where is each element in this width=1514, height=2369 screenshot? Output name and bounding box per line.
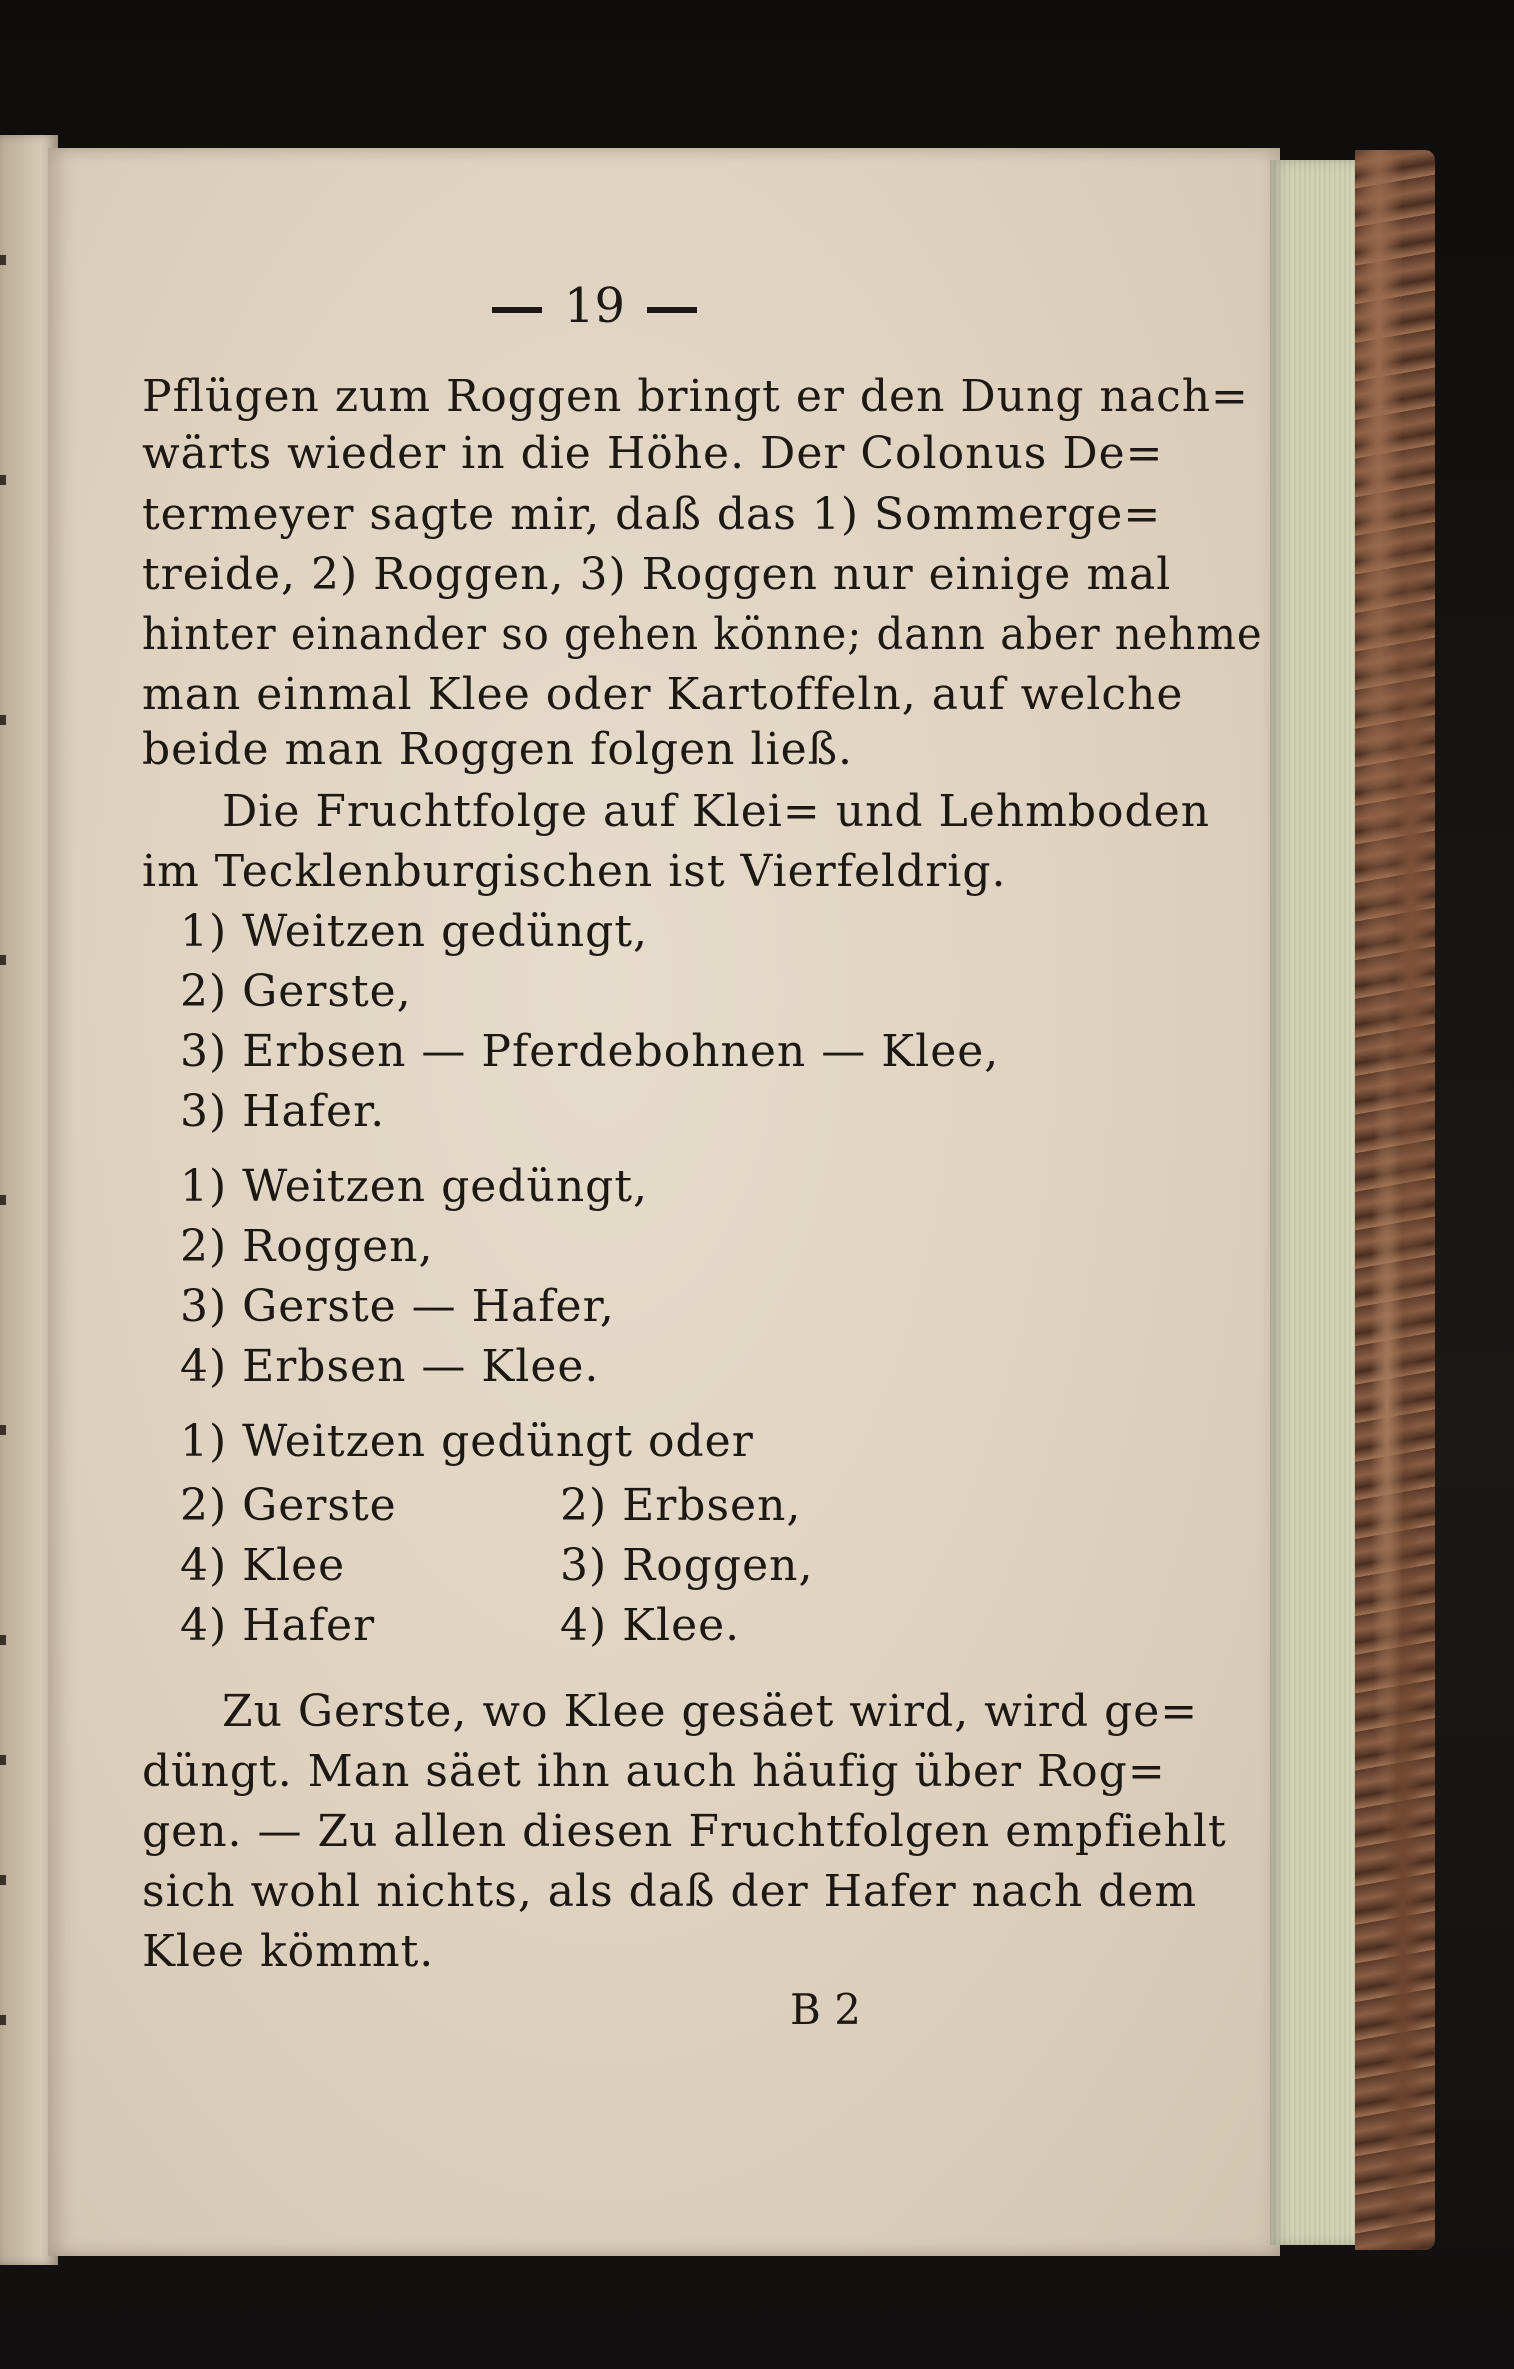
text-line: Die Fruchtfolge auf Klei= und Lehmboden (222, 786, 1211, 837)
text-line: Pflügen zum Roggen bringt er den Dung nach= (142, 371, 1249, 422)
text-line: man einmal Klee oder Kartoffeln, auf welche (142, 669, 1184, 720)
rotation-item: 1) Weitzen gedüngt oder (180, 1416, 754, 1467)
rotation-item: 4) Hafer (180, 1600, 376, 1651)
rotation-item: 3) Erbsen — Pferdebohnen — Klee, (180, 1026, 1000, 1077)
text-line: düngt. Man säet ihn auch häufig über Rog= (142, 1746, 1166, 1797)
rotation-item: 3) Hafer. (180, 1086, 386, 1137)
rotation-item: 1) Weitzen gedüngt, (180, 906, 649, 957)
rotation-item: 4) Erbsen — Klee. (180, 1341, 600, 1392)
text-line: gen. — Zu allen diesen Fruchtfolgen empfiehlt (142, 1806, 1227, 1857)
header-dash-right (647, 307, 697, 313)
rotation-item: 2) Roggen, (180, 1221, 434, 1272)
rotation-item: 2) Gerste (180, 1480, 397, 1531)
rotation-item: 2) Erbsen, (560, 1480, 802, 1531)
text-line: hinter einander so gehen könne; dann aber nehme (142, 609, 1263, 660)
rotation-item: 2) Gerste, (180, 966, 412, 1017)
text-line: beide man Roggen folgen ließ. (142, 724, 853, 775)
page-number: 19 (564, 278, 626, 334)
text-line: Klee kömmt. (142, 1926, 435, 1977)
signature-mark: B 2 (790, 1985, 861, 2034)
text-line: termeyer sagte mir, daß das 1) Sommerge= (142, 489, 1162, 540)
text-line: sich wohl nichts, als daß der Hafer nach dem (142, 1866, 1198, 1917)
rotation-item: 1) Weitzen gedüngt, (180, 1161, 649, 1212)
rotation-item: 4) Klee (180, 1540, 346, 1591)
text-line: treide, 2) Roggen, 3) Roggen nur einige mal (142, 549, 1172, 600)
rotation-item: 4) Klee. (560, 1600, 741, 1651)
text-line: wärts wieder in die Höhe. Der Colonus De= (142, 428, 1164, 479)
text-line: Zu Gerste, wo Klee gesäet wird, wird ge= (222, 1686, 1199, 1737)
rotation-item: 3) Gerste — Hafer, (180, 1281, 615, 1332)
text-line: im Tecklenburgischen ist Vierfeldrig. (142, 846, 1007, 897)
rotation-item: 3) Roggen, (560, 1540, 814, 1591)
page-header (470, 278, 719, 334)
header-dash-left (492, 307, 542, 313)
